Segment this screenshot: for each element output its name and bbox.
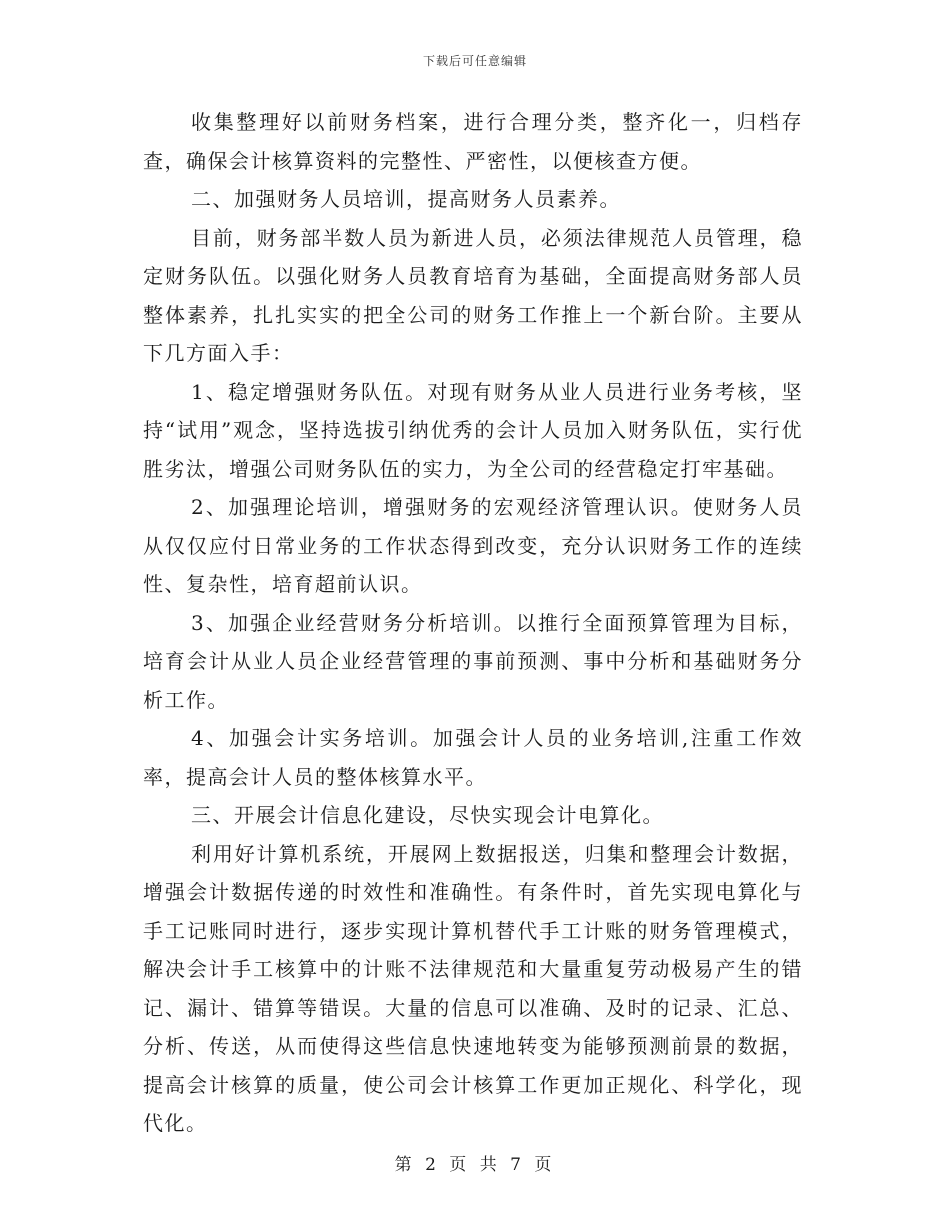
page-number: 第 2 页 共 7 页 xyxy=(394,1155,556,1175)
document-body xyxy=(143,103,803,1143)
list-item-1: 1、稳定增强财务队伍。对现有财务从业人员进行业务考核，坚持“试用”观念，坚持选拔引纳优秀的会计人员加入财务队伍，实行优胜劣汰，增强公司财务队伍的实力，为全公司的经营稳定打牢基础。 xyxy=(143,379,803,481)
paragraph-current-staff: 目前，财务部半数人员为新进人员，必须法律规范人员管理，稳定财务队伍。以强化财务人员教育培育为基础，全面提高财务部人员整体素养，扎扎实实的把全公司的财务工作推上一个新台阶。主要从下几方面入手： xyxy=(143,225,803,365)
list-item-3: 3、加强企业经营财务分析培训。以推行全面预算管理为目标，培育会计从业人员企业经营管理的事前预测、事中分析和基础财务分析工作。 xyxy=(143,610,803,712)
paragraph-archive: 收集整理好以前财务档案，进行合理分类，整齐化一，归档存查，确保会计核算资料的完整性、严密性，以便核查方便。 xyxy=(143,110,803,173)
list-item-4: 4、加强会计实务培训。加强会计人员的业务培训,注重工作效率，提高会计人员的整体核算水平。 xyxy=(143,726,803,789)
section-heading-informatization: 三、开展会计信息化建设，尽快实现会计电算化。 xyxy=(191,803,664,827)
section-heading-training: 二、加强财务人员培训，提高财务人员素养。 xyxy=(191,187,621,211)
header-note: 下载后可任意编辑 xyxy=(422,54,527,68)
paragraph-computerization: 利用好计算机系统，开展网上数据报送，归集和整理会计数据，增强会计数据传递的时效性和准确性。有条件时，首先实现电算化与手工记账同时进行，逐步实现计算机替代手工计账的财务管理模式，解决会计手工核算中的计账不法律规范和大量重复劳动极易产生的错记、漏计、错算等错误。大量的信息可以准确、及时的记录、汇总、分析、传送，从而使得这些信息快速地转变为能够预测前景的数据，提高会计核算的质量，使公司会计核算工作更加正规化、科学化，现代化。 xyxy=(143,841,803,1135)
list-item-2: 2、加强理论培训，增强财务的宏观经济管理认识。使财务人员从仅仅应付日常业务的工作状态得到改变，充分认识财务工作的连续性、复杂性，培育超前认识。 xyxy=(143,495,803,596)
